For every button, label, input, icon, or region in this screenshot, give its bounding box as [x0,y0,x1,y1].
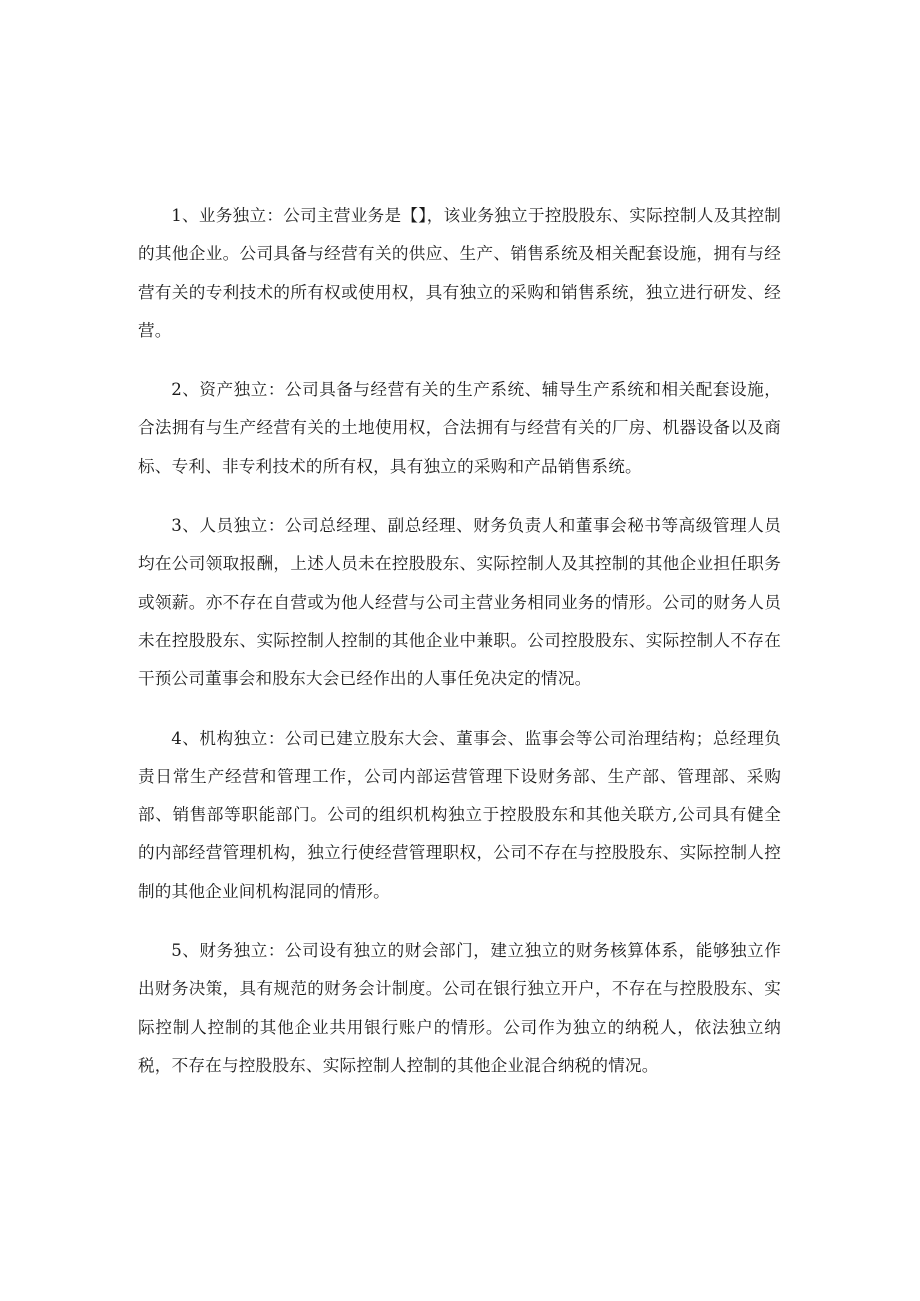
document-body [138,197,781,1106]
paragraph-asset-independence: 2、资产独立：公司具备与经营有关的生产系统、辅导生产系统和相关配套设施，合法拥有与生产经营有关的土地使用权，合法拥有与经营有关的厂房、机器设备以及商标、专利、非专利技术的所有权，具有独立的采购和产品销售系统。 [138,380,781,476]
paragraph-personnel-independence: 3、人员独立：公司总经理、副总经理、财务负责人和董事会秘书等高级管理人员均在公司领取报酬，上述人员未在控股股东、实际控制人及其控制的其他企业担任职务或领薪。亦不存在自营或为他人经营与公司主营业务相同业务的情形。公司的财务人员未在控股股东、实际控制人控制的其他企业中兼职。公司控股股东、实际控制人不存在干预公司董事会和股东大会已经作出的人事任免决定的情况。 [138,516,781,689]
paragraph-financial-independence: 5、财务独立：公司设有独立的财会部门，建立独立的财务核算体系，能够独立作出财务决策，具有规范的财务会计制度。公司在银行独立开户，不存在与控股股东、实际控制人控制的其他企业共用银行账户的情形。公司作为独立的纳税人，依法独立纳税，不存在与控股股东、实际控制人控制的其他企业混合纳税的情况。 [138,941,781,1075]
paragraph-organization-independence: 4、机构独立：公司已建立股东大会、董事会、监事会等公司治理结构；总经理负责日常生产经营和管理工作，公司内部运营管理下设财务部、生产部、管理部、采购部、销售部等职能部门。公司的组织机构独立于控股股东和其他关联方,公司具有健全的内部经营管理机构，独立行使经营管理职权，公司不存在与控股股东、实际控制人控制的其他企业间机构混同的情形。 [138,728,781,901]
paragraph-business-independence: 1、业务独立：公司主营业务是【】，该业务独立于控股股东、实际控制人及其控制的其他企业。公司具备与经营有关的供应、生产、销售系统及相关配套设施，拥有与经营有关的专利技术的所有权或使用权，具有独立的采购和销售系统，独立进行研发、经营。 [138,206,781,340]
